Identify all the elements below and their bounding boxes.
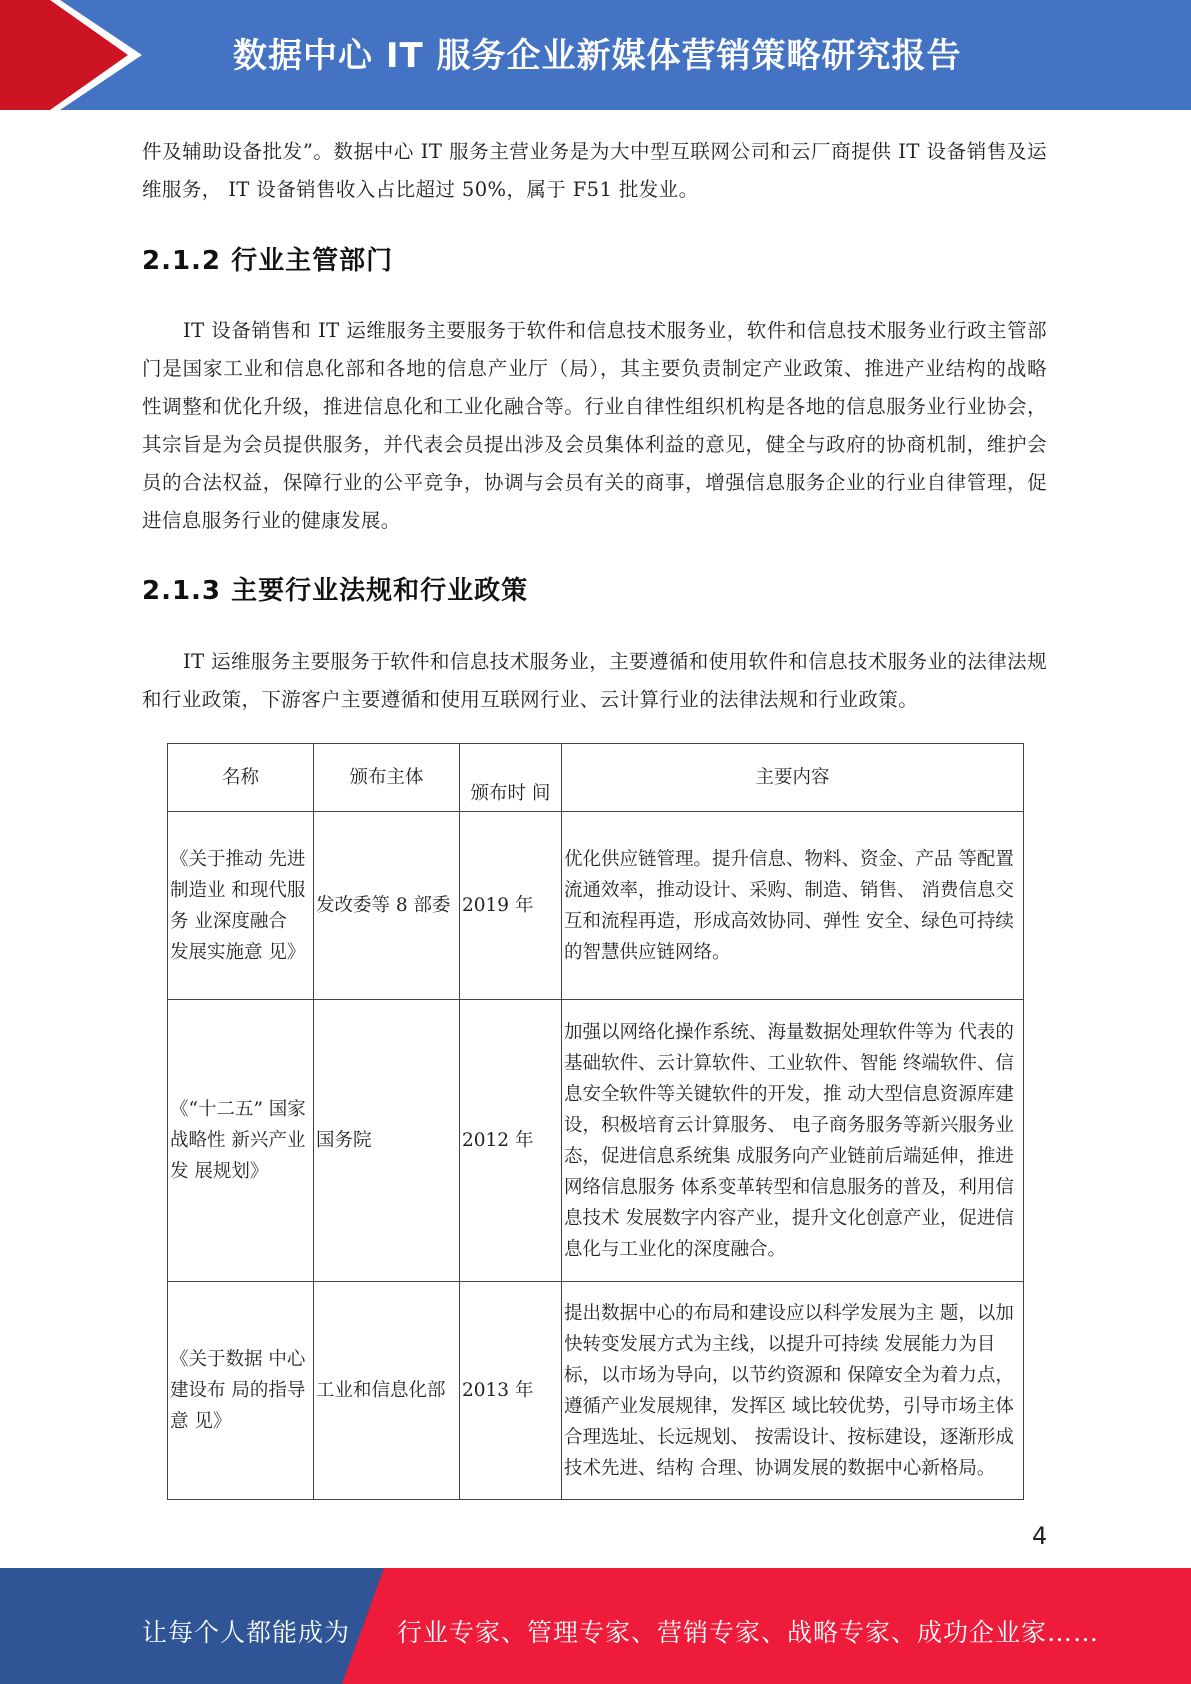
regulation-year: 2012 年 [460,1000,562,1282]
page-number: 4 [1032,1522,1048,1550]
regulation-name: 《“十二五” 国家战略性 新兴产业发 展规划》 [168,1000,314,1282]
regulation-content: 加强以网络化操作系统、海量数据处理软件等为 代表的基础软件、云计算软件、工业软件、智能 终端软件、信息安全软件等关键软件的开发，推 动大型信息资源库建设，积极培育云计算服务、 电子商务服务等新兴服务业态，促进信息系统集 成服务向产业链前后端延伸，推进网络信息服务 体系变革转型和信息服务的普及，利用信息技术 发展数字内容产业，提升文化创意产业，促进信 息化与工业化的深度融合。 [562,1000,1024,1282]
regulation-name: 《关于推动 先进制造业 和现代服务 业深度融合 发展实施意 见》 [168,812,314,1000]
footer-slogan-left: 让每个人都能成为 [142,1618,351,1647]
table-row [168,812,1024,1000]
regulation-issuer: 工业和信息化部 [314,1282,460,1500]
footer-slogan-right: 行业专家、管理专家、营销专家、战略专家、成功企业家…… [397,1618,1100,1647]
column-header-issuer: 颁布主体 [314,744,460,812]
column-header-year: 颁布时 间 [460,744,562,812]
column-header-name: 名称 [168,744,314,812]
regulation-year: 2013 年 [460,1282,562,1500]
section-2-1-3-paragraph: IT 运维服务主要服务于软件和信息技术服务业，主要遵循和使用软件和信息技术服务业的法律法规和行业政策，下游客户主要遵循和使用互联网行业、云计算行业的法律法规和行业政策。 [142,650,1047,711]
table-row [168,1000,1024,1282]
document-title: 数据中心 IT 服务企业新媒体营销策略研究报告 [233,36,962,76]
table-header-row [168,744,1024,812]
page-footer [0,1568,1191,1684]
regulation-content: 优化供应链管理。提升信息、物料、资金、产品 等配置流通效率，推动设计、采购、制造、销售、 消费信息交互和流程再造，形成高效协同、弹性 安全、绿色可持续的智慧供应链网络。 [562,812,1024,1000]
regulations-table [167,743,1024,1500]
section-2-1-2-paragraph: IT 设备销售和 IT 运维服务主要服务于软件和信息技术服务业，软件和信息技术服务业行政主管部门是国家工业和信息化部和各地的信息产业厅（局），其主要负责制定产业政策、推进产业结构的战略性调整和优化升级，推进信息化和工业化融合等。行业自律性组织机构是各地的信息服务业行业协会，其宗旨是为会员提供服务，并代表会员提出涉及会员集体利益的意见，健全与政府的协商机制，维护会员的合法权益，保障行业的公平竞争，协调与会员有关的商事，增强信息服务企业的行业自律管理，促进信息服务行业的健康发展。 [142,319,1047,532]
header-red-chevron [0,0,150,110]
regulation-content: 提出数据中心的布局和建设应以科学发展为主 题，以加快转变发展方式为主线，以提升可持续 发展能力为目标，以市场为导向，以节约资源和 保障安全为着力点，遵循产业发展规律，发挥区 域比较优势，引导市场主体合理选址、长远规划、 按需设计、按标建设，逐渐形成技术先进、结构 合理、协调发展的数据中心新格局。 [562,1282,1024,1500]
section-heading-2-1-3: 2.1.3 主要行业法规和行业政策 [142,576,529,606]
table-row [168,1282,1024,1500]
intro-paragraph: 件及辅助设备批发”。数据中心 IT 服务主营业务是为大中型互联网公司和云厂商提供 IT 设备销售及运维服务， IT 设备销售收入占比超过 50%，属于 F51 批发业。 [142,140,1047,201]
regulation-name: 《关于数据 中心建设布 局的指导意 见》 [168,1282,314,1500]
regulation-issuer: 发改委等 8 部委 [314,812,460,1000]
page-header [0,0,1191,110]
regulation-year: 2019 年 [460,812,562,1000]
regulation-issuer: 国务院 [314,1000,460,1282]
section-heading-2-1-2: 2.1.2 行业主管部门 [142,246,394,276]
column-header-content: 主要内容 [562,744,1024,812]
